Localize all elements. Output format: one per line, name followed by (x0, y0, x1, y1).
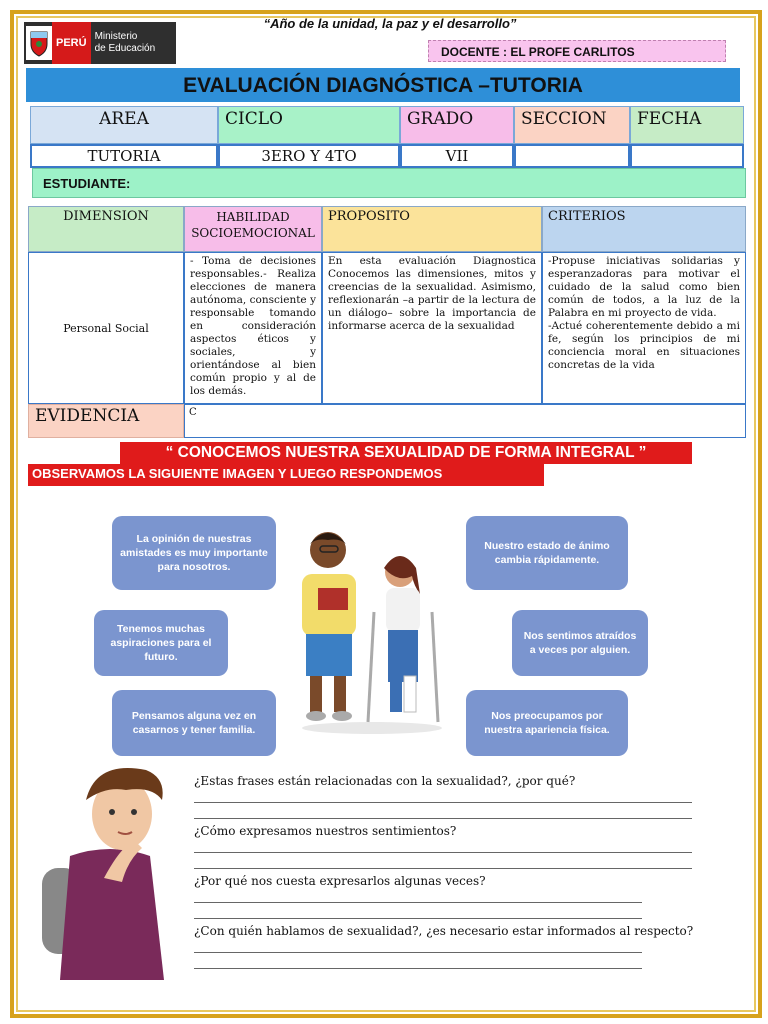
cell-proposito: En esta evaluación Diagnostica Conocemos las dimensiones, mitos y creencias de la sexualidad. Asimismo, reflexionarán –a partir de la lectura de un diálogo– sobre la importancia de informarse acerca de la sexualidad (322, 252, 542, 404)
question-2: ¿Cómo expresamos nuestros sentimientos? (194, 824, 457, 838)
header-proposito: PROPOSITO (322, 206, 542, 252)
header-seccion: SECCION (514, 106, 630, 144)
section-banner: “ CONOCEMOS NUESTRA SEXUALIDAD DE FORMA INTEGRAL ” (120, 442, 692, 464)
page-title: EVALUACIÓN DIAGNÓSTICA –TUTORIA (26, 68, 740, 102)
logo-ministry-line2: de Educación (94, 43, 156, 54)
header-fecha: FECHA (630, 106, 744, 144)
bubble-animo: Nuestro estado de ánimo cambia rápidamente. (466, 516, 628, 590)
header-habilidad: HABILIDAD SOCIOEMOCIONAL (184, 206, 322, 252)
bubble-opinion: La opinión de nuestras amistades es muy importante para nosotros. (112, 516, 276, 590)
question-1: ¿Estas frases están relacionadas con la sexualidad?, ¿por qué? (194, 774, 576, 788)
evidencia-label: EVIDENCIA (28, 404, 184, 438)
answer-line-2a[interactable] (194, 852, 692, 853)
header-area: AREA (30, 106, 218, 144)
value-area: TUTORIA (30, 144, 218, 168)
header-criterios: CRITERIOS (542, 206, 746, 252)
evidencia-value[interactable]: C (184, 404, 746, 438)
answer-line-4a[interactable] (194, 952, 642, 953)
bubble-atraidos: Nos sentimos atraídos a veces por alguien. (512, 610, 648, 676)
coat-of-arms-icon (26, 26, 52, 60)
logo-ministry (91, 31, 156, 55)
dimension-text: Personal Social (63, 321, 149, 335)
estudiante-field[interactable]: ESTUDIANTE: (32, 168, 746, 198)
logo-ministry-line1: Ministerio (94, 31, 138, 42)
cell-dimension (28, 252, 184, 404)
question-3: ¿Por qué nos cuesta expresarlos algunas veces? (194, 874, 486, 888)
criterio-2: -Actué coherentemente debido a mi fe, según los principios de mi conciencia moral en situaciones concretas de la vida (548, 320, 740, 371)
header-ciclo: CICLO (218, 106, 400, 144)
docente-label: DOCENTE : EL PROFE CARLITOS (428, 40, 726, 62)
cell-habilidad: - Toma de decisiones responsables.- Realiza elecciones de manera autónoma, consciente y responsable tomando en consideración aspectos éticos y sociales, y orientándose al bien común propio y al de los demás. (184, 252, 322, 404)
instruction-banner: OBSERVAMOS LA SIGUIENTE IMAGEN Y LUEGO RESPONDEMOS (28, 464, 544, 486)
answer-line-2b[interactable] (194, 868, 692, 869)
year-motto: “Año de la unidad, la paz y el desarrollo” (263, 16, 517, 31)
answer-line-4b[interactable] (194, 968, 642, 969)
value-ciclo: 3ERO Y 4TO (218, 144, 400, 168)
header-dimension: DIMENSION (28, 206, 184, 252)
value-seccion[interactable] (514, 144, 630, 168)
answer-line-3b[interactable] (194, 918, 642, 919)
criterio-1: -Propuse iniciativas solidarias y esperanzadoras para motivar el cuidado de la salud como bien común de todos, a la luz de la Palabra en mi proyecto de vida. (548, 255, 740, 319)
header-grado: GRADO (400, 106, 514, 144)
bubble-aspiraciones: Tenemos muchas aspiraciones para el futuro. (94, 610, 228, 676)
logo-country: PERÚ (52, 22, 91, 64)
value-fecha[interactable] (630, 144, 744, 168)
boy-thinking-illustration-icon (40, 766, 180, 982)
answer-line-1a[interactable] (194, 802, 692, 803)
answer-line-3a[interactable] (194, 902, 642, 903)
value-grado: VII (400, 144, 514, 168)
teens-illustration-icon (292, 526, 452, 736)
question-4: ¿Con quién hablamos de sexualidad?, ¿es necesario estar informados al respecto? (194, 924, 694, 938)
cell-criterios (542, 252, 746, 404)
bubble-apariencia: Nos preocupamos por nuestra apariencia física. (466, 690, 628, 756)
bubble-casarnos: Pensamos alguna vez en casarnos y tener familia. (112, 690, 276, 756)
answer-line-1b[interactable] (194, 818, 692, 819)
ministry-logo (24, 22, 176, 64)
